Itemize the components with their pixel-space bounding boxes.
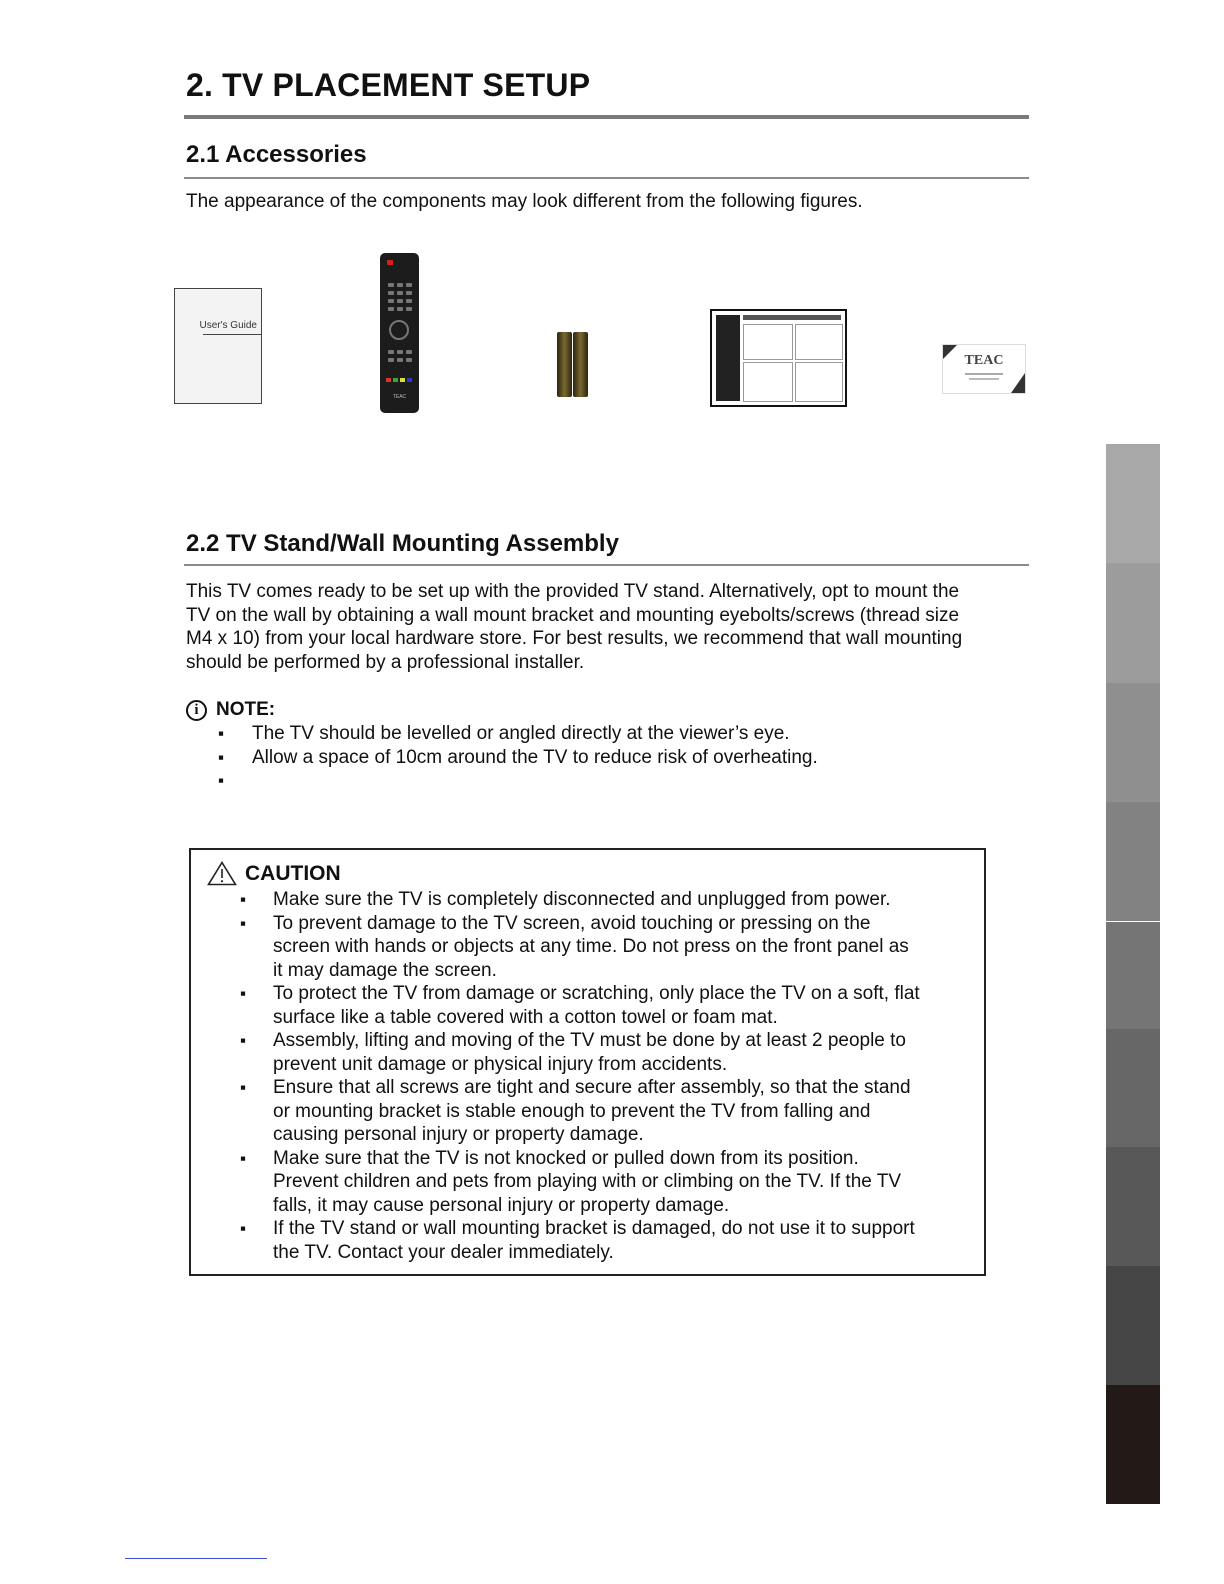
mounting-rule <box>184 564 1029 566</box>
list-item: ▪ Ensure that all screws are tight and secure after assembly, so that the stand or mounting bracket is stable enough to prevent the TV from falling and causing personal injury or property damage. <box>191 1076 986 1147</box>
chapter-tab[interactable] <box>1106 802 1160 921</box>
users-guide-label: User's Guide <box>199 320 257 331</box>
info-icon: i <box>186 700 207 721</box>
list-item: ▪ If the TV stand or wall mounting bracket is damaged, do not use it to support the TV. Contact your dealer immediately. <box>191 1217 986 1264</box>
mounting-paragraph: This TV comes ready to be set up with the provided TV stand. Alternatively, opt to mount the TV on the wall by obtaining a wall mount bracket and mounting eyebolts/screws (thread size M4 x 10) from your local hardware store. For best results, we recommend that wall mounting should be performed by a professional installer. <box>186 581 963 673</box>
users-guide-booklet-icon <box>174 288 262 404</box>
quick-start-guide-icon <box>710 309 847 407</box>
chapter-tab[interactable] <box>1106 1266 1160 1385</box>
chapter-tab[interactable] <box>1106 1385 1160 1504</box>
list-item: ▪ To prevent damage to the TV screen, avoid touching or pressing on the screen with hands or objects at any time. Do not press on the front panel as it may damage the screen. <box>191 912 986 983</box>
remote-control-icon <box>380 253 419 413</box>
chapter-tab[interactable] <box>1106 444 1160 563</box>
list-item: ▪ To protect the TV from damage or scratching, only place the TV on a soft, flat surface like a table covered with a cotton towel or foam mat. <box>191 982 986 1029</box>
chapter-tab[interactable] <box>1106 1147 1160 1266</box>
warranty-card-brand: TEAC <box>964 353 1004 368</box>
caution-list <box>191 888 986 1264</box>
accessories-rule <box>184 177 1029 179</box>
list-item: ▪ Allow a space of 10cm around the TV to reduce risk of overheating. <box>186 746 1006 770</box>
accessories-heading: 2.1 Accessories <box>186 141 367 168</box>
chapter-tab[interactable] <box>1106 922 1160 1029</box>
remote-brand-label: TEAC <box>392 394 407 400</box>
list-item: ▪ Make sure the TV is completely disconnected and unplugged from power. <box>191 888 986 912</box>
list-item: ▪ Assembly, lifting and moving of the TV must be done by at least 2 people to prevent unit damage or physical injury from accidents. <box>191 1029 986 1076</box>
mounting-heading: 2.2 TV Stand/Wall Mounting Assembly <box>186 530 619 557</box>
note-title: NOTE: <box>216 699 276 720</box>
footer-link-underline[interactable] <box>125 1558 267 1559</box>
warning-triangle-icon <box>207 861 237 886</box>
note-list <box>186 722 1006 793</box>
chapter-tab[interactable] <box>1106 683 1160 802</box>
accessories-intro: The appearance of the components may look different from the following figures. <box>186 191 863 212</box>
chapter-tab[interactable] <box>1106 1029 1160 1147</box>
list-item <box>186 769 1006 793</box>
title-rule <box>184 115 1029 119</box>
chapter-tab[interactable] <box>1106 563 1160 683</box>
batteries-icon <box>557 332 588 397</box>
caution-box <box>189 848 986 1276</box>
list-item: ▪ The TV should be levelled or angled directly at the viewer’s eye. <box>186 722 1006 746</box>
warranty-card-icon <box>942 344 1026 394</box>
list-item: ▪ Make sure that the TV is not knocked or pulled down from its position. Prevent children and pets from playing with or climbing on the TV. If the TV falls, it may cause personal injury or property damage. <box>191 1147 986 1218</box>
note-block <box>186 698 1006 793</box>
caution-title: CAUTION <box>245 861 341 885</box>
page-title: 2. TV PLACEMENT SETUP <box>186 67 591 103</box>
